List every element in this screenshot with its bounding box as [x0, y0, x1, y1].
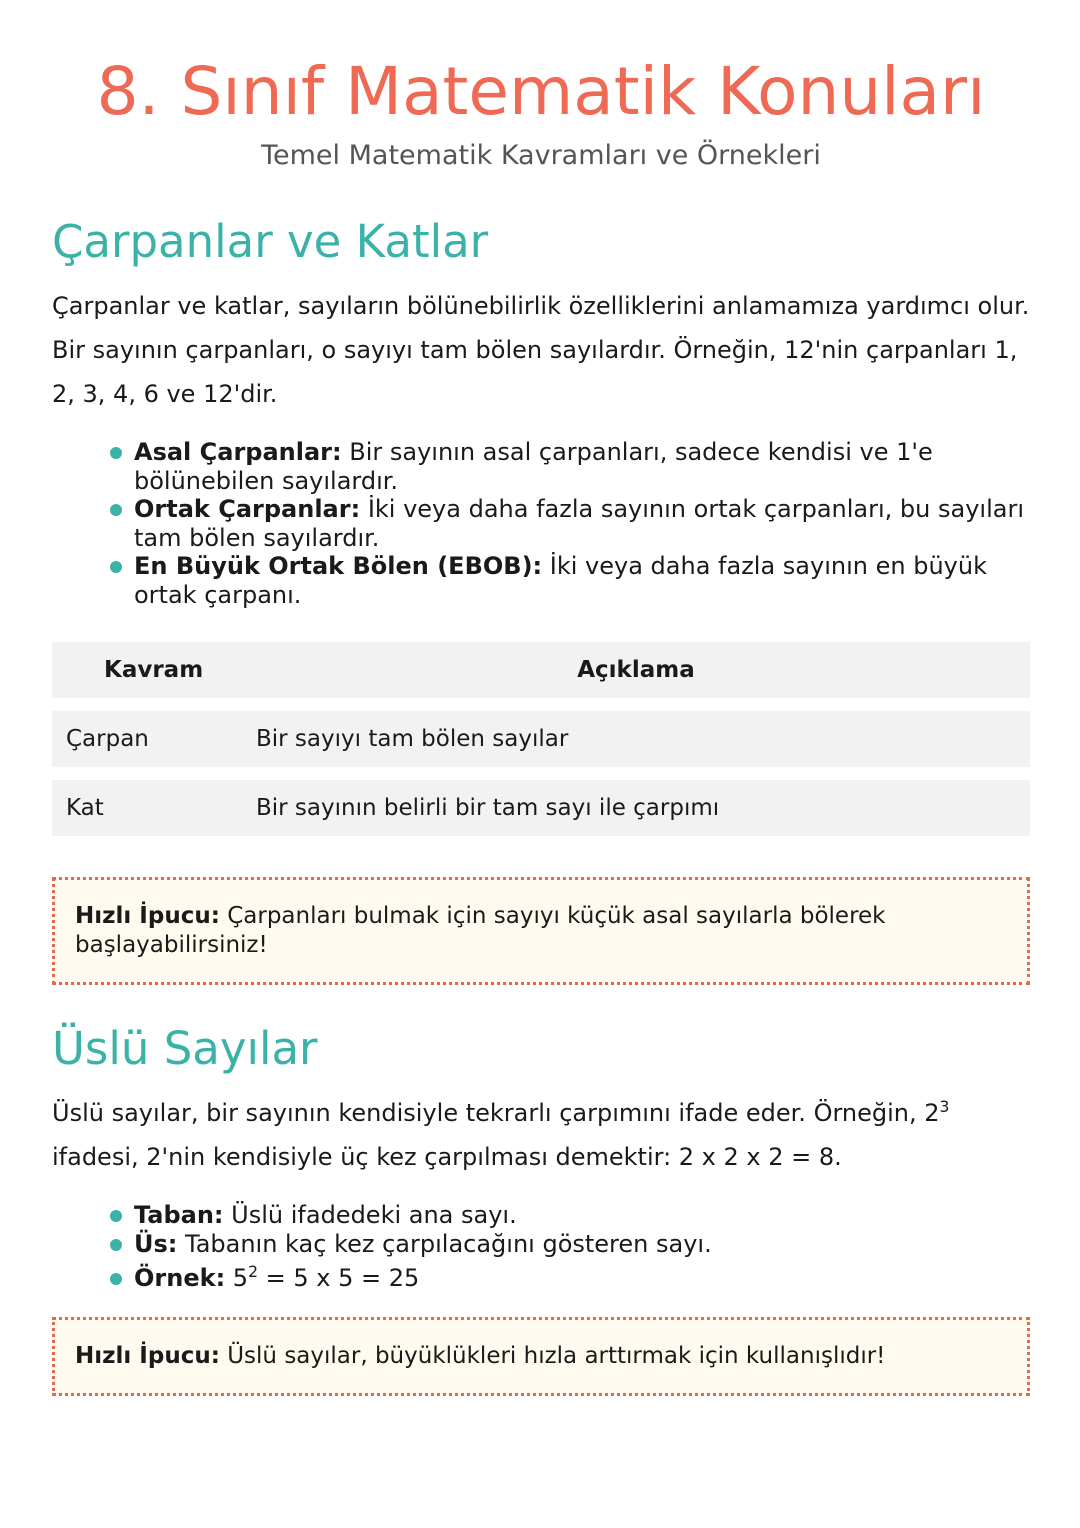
paragraph-text: Üslü sayılar, bir sayının kendisiyle tekrarlı çarpımını ifade eder. Örneğin, 2 [52, 1099, 940, 1127]
bullet-text: Üslü ifadedeki ana sayı. [223, 1201, 517, 1229]
bullet-term: Asal Çarpanlar: [134, 438, 342, 466]
factors-bullet-list [52, 438, 1030, 609]
table-cell: Çarpan [52, 711, 242, 767]
list-item [110, 438, 1030, 495]
bullet-term: Üs: [134, 1229, 178, 1258]
tip-text: Çarpanları bulmak için sayıyı küçük asal sayılarla bölerek başlayabilirsiniz! [75, 903, 886, 958]
table-cell: Bir sayının belirli bir tam sayı ile çarpımı [242, 780, 1030, 836]
tip-box-exponents [52, 1317, 1030, 1396]
section-heading-factors: Çarpanlar ve Katlar [52, 215, 489, 268]
list-item [110, 552, 1030, 609]
table-cell: Kat [52, 780, 242, 836]
bullet-term: En Büyük Ortak Bölen (EBOB): [134, 552, 543, 580]
bullet-term: Örnek: [134, 1264, 226, 1292]
list-item [110, 495, 1030, 552]
example-exponent: 2 [248, 1263, 258, 1281]
table-header-row [52, 642, 1030, 698]
tip-label: Hızlı İpucu: [75, 903, 220, 929]
tip-text: Üslü sayılar, büyüklükleri hızla arttırmak için kullanışlıdır! [219, 1342, 886, 1369]
list-item [110, 1264, 1030, 1293]
table-header-kavram: Kavram [52, 642, 242, 698]
document-page [52, 0, 1030, 1396]
bullet-text: Bir sayının asal çarpanları, sadece kendisi ve 1'e bölünebilen sayılardır. [134, 438, 933, 495]
table-cell: Bir sayıyı tam bölen sayılar [242, 711, 1030, 767]
page-title: 8. Sınıf Matematik Konuları [96, 53, 986, 130]
concepts-table [52, 629, 1030, 849]
page-subtitle: Temel Matematik Kavramları ve Örnekleri [261, 140, 821, 171]
bullet-text: İki veya daha fazla sayının ortak çarpanları, bu sayıları tam bölen sayılardır. [134, 495, 1024, 552]
table-row [52, 711, 1030, 767]
tip-box-factors [52, 877, 1030, 985]
list-item [110, 1230, 1030, 1259]
section-heading-exponents: Üslü Sayılar [52, 1022, 318, 1075]
section-paragraph-factors: Çarpanlar ve katlar, sayıların bölünebilirlik özelliklerini anlamamıza yardımcı olur. Bir sayının çarpanları, o sayıyı tam bölen sayılardır. Örneğin, 12'nin çarpanları 1, 2, 3, 4, 6 ve 12'dir. [52, 292, 1030, 408]
section-paragraph-exponents [52, 1091, 1030, 1179]
exponents-bullet-list [52, 1201, 1030, 1293]
bullet-term: Taban: [134, 1201, 224, 1229]
table-header-aciklama: Açıklama [242, 642, 1030, 698]
exponent: 3 [939, 1098, 950, 1116]
bullet-text: İki veya daha fazla sayının en büyük ortak çarpanı. [134, 552, 987, 609]
bullet-term: Ortak Çarpanlar: [134, 495, 361, 523]
bullet-text: Tabanın kaç kez çarpılacağını gösteren sayı. [177, 1229, 712, 1258]
tip-label: Hızlı İpucu: [75, 1342, 220, 1369]
example-rest: = 5 x 5 = 25 [258, 1264, 420, 1292]
paragraph-text: ifadesi, 2'nin kendisiyle üç kez çarpılması demektir: 2 x 2 x 2 = 8. [52, 1143, 842, 1171]
table-row [52, 780, 1030, 836]
example-base: 5 [225, 1264, 249, 1292]
list-item [110, 1201, 1030, 1230]
